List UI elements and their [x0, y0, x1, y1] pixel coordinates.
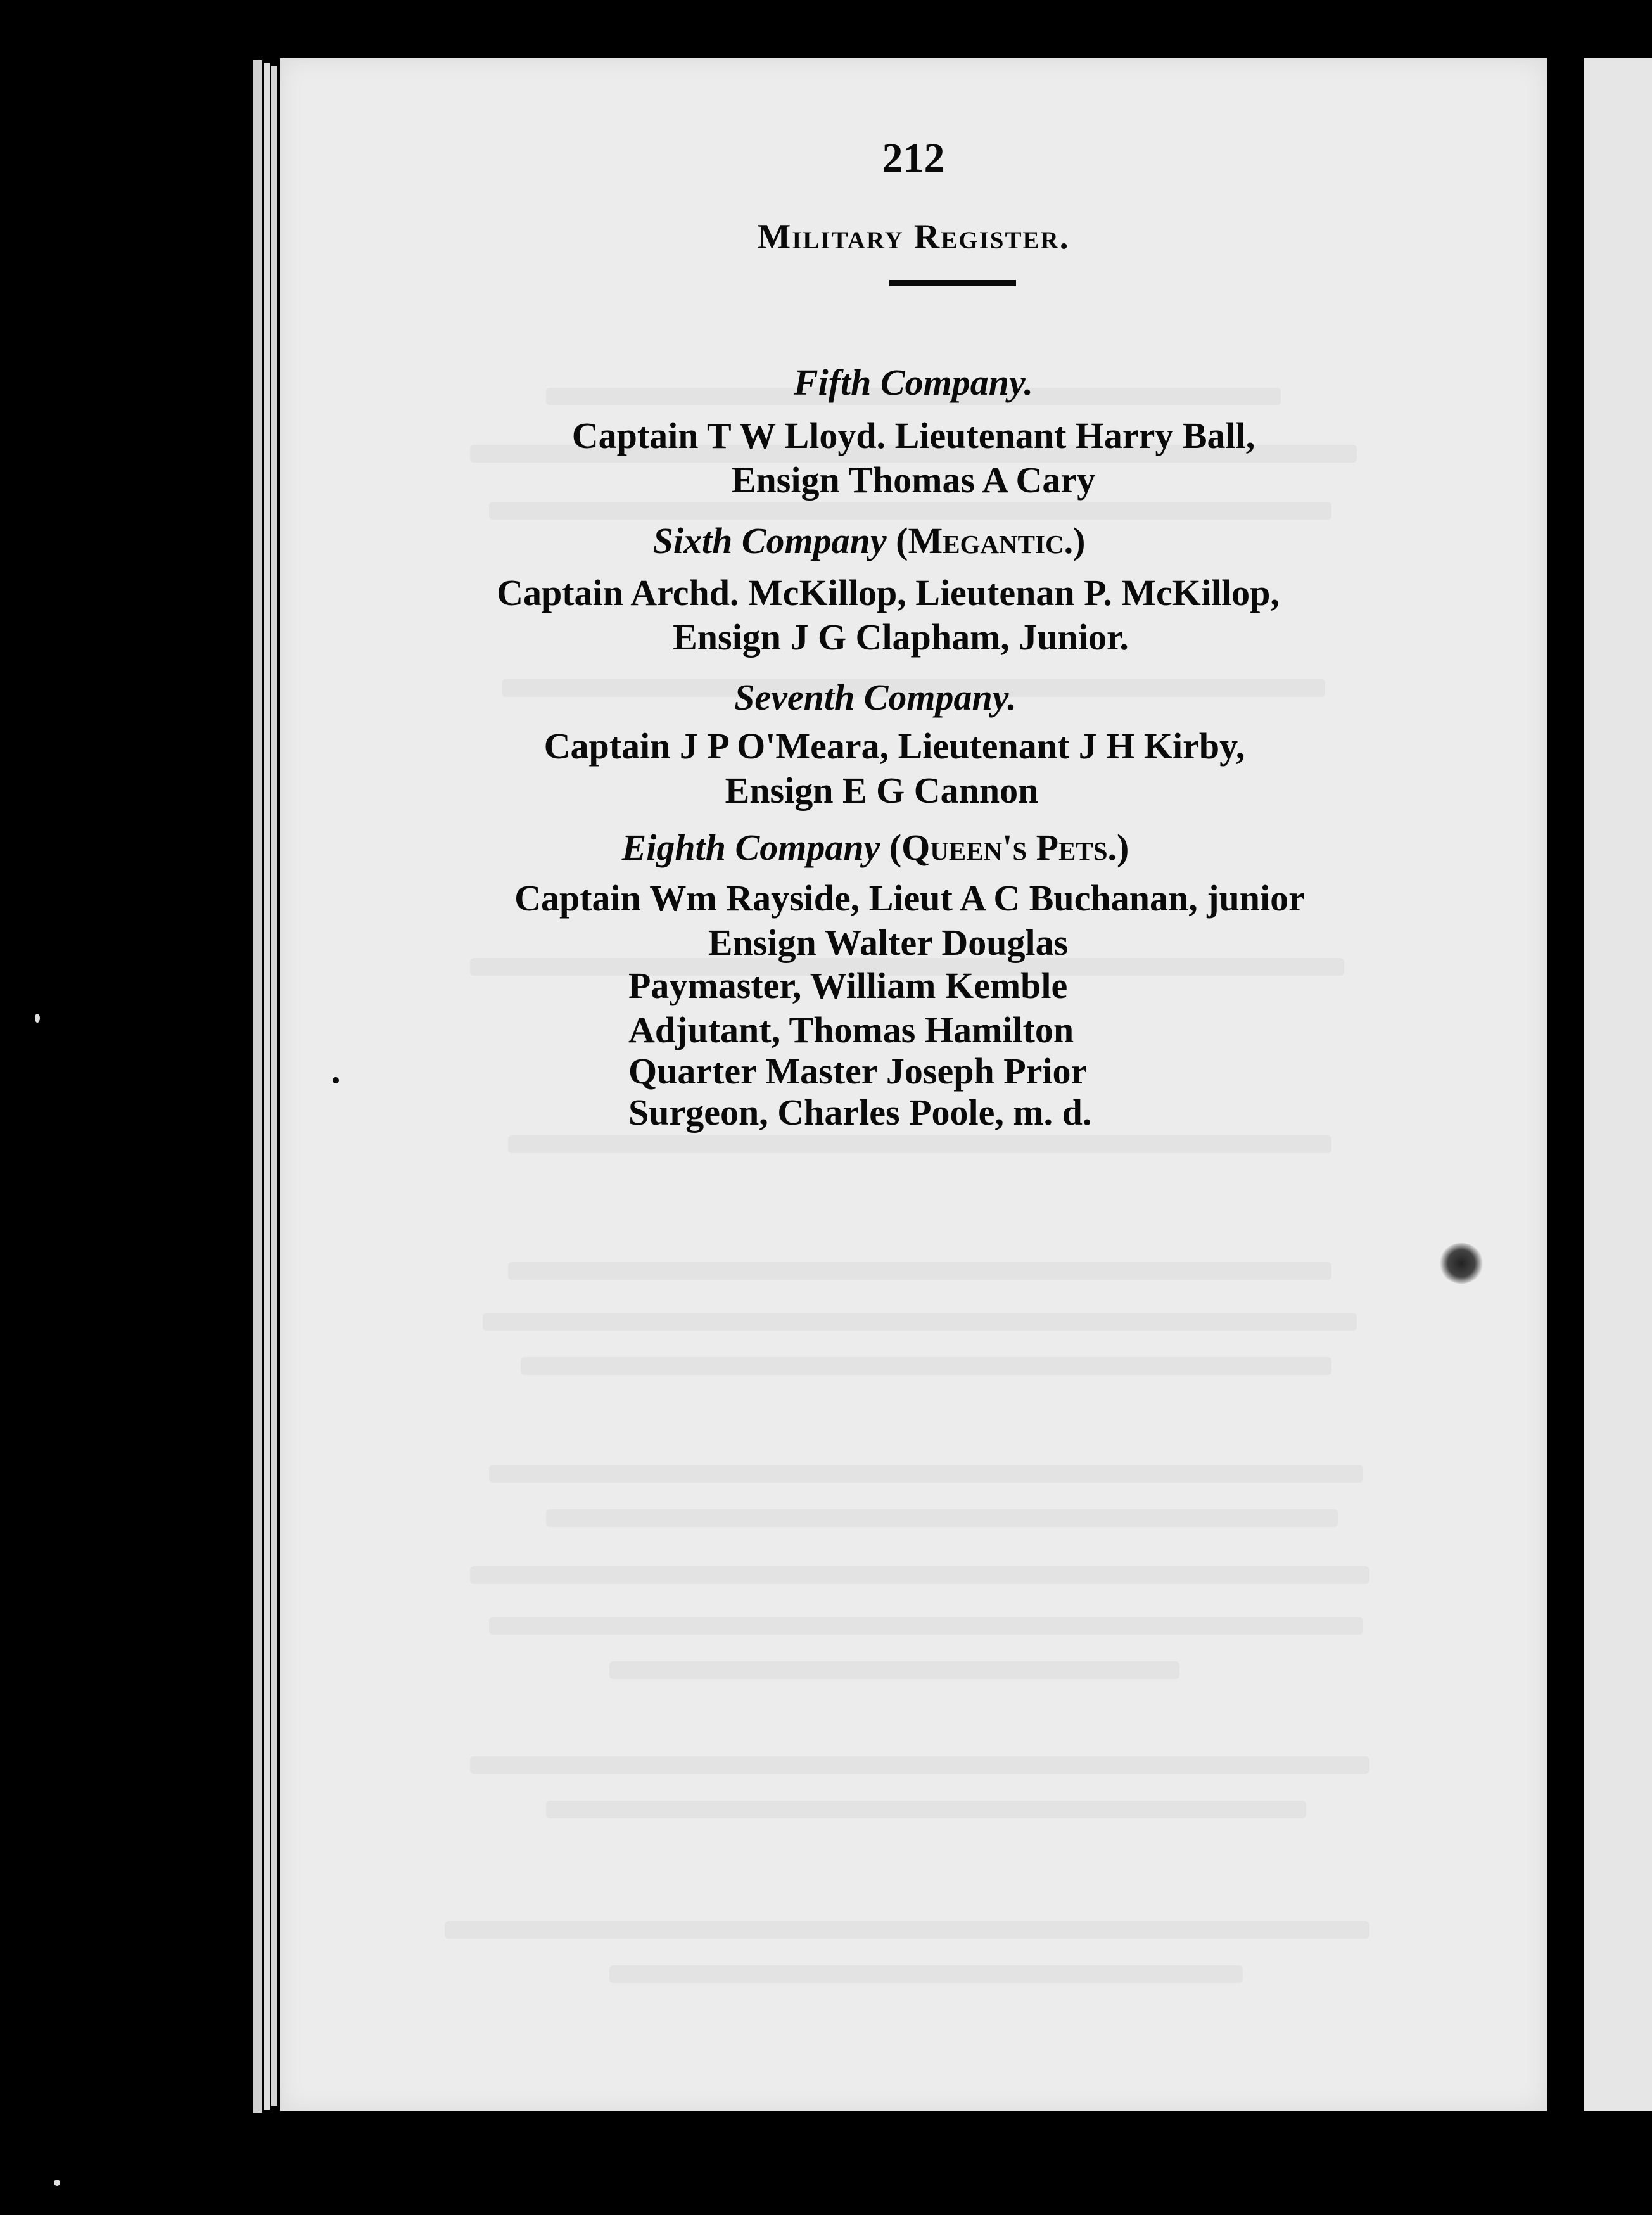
company-heading: [242, 826, 1509, 869]
speck: [333, 1077, 339, 1083]
staff-line: Adjutant, Thomas Hamilton: [628, 1009, 1074, 1050]
company-name: Eighth Company: [621, 827, 880, 868]
show-through: [489, 502, 1331, 520]
company-nickname: (Megantic.): [886, 520, 1086, 561]
page-edge: [264, 63, 270, 2110]
staff-line: Paymaster, William Kemble: [628, 965, 1068, 1006]
officer-line: Ensign J G Clapham, Junior.: [673, 616, 1129, 658]
show-through: [483, 1313, 1357, 1331]
speck: [35, 1014, 40, 1023]
company-nickname: (Queen's Pets.): [880, 827, 1129, 868]
show-through: [508, 1262, 1331, 1280]
show-through: [489, 1465, 1363, 1483]
officer-line: Ensign E G Cannon: [725, 770, 1039, 811]
speck: [54, 2180, 60, 2186]
show-through: [489, 1617, 1363, 1635]
page-edge: [271, 66, 277, 2106]
title-rule: [889, 280, 1016, 286]
facing-page-edge: [1584, 58, 1652, 2111]
company-name: Sixth Company: [652, 520, 887, 561]
show-through: [609, 1661, 1179, 1679]
show-through: [546, 1801, 1306, 1818]
show-through: [470, 1756, 1369, 1774]
officer-line: Captain Archd. McKillop, Lieutenan P. McKillop,: [497, 572, 1280, 613]
show-through: [521, 1357, 1331, 1375]
staff-line: Surgeon, Charles Poole, m. d.: [628, 1092, 1092, 1133]
show-through: [470, 1566, 1369, 1584]
officer-line: Captain J P O'Meara, Lieutenant J H Kirby,: [543, 725, 1245, 767]
officer-line: Captain T W Lloyd. Lieutenant Harry Ball,: [571, 415, 1255, 456]
ink-blot: [1439, 1243, 1484, 1284]
officer-line: Captain Wm Rayside, Lieut A C Buchanan, junior: [514, 878, 1305, 919]
book-page: [280, 58, 1547, 2111]
show-through: [609, 1965, 1243, 1983]
officer-line: Ensign Thomas A Cary: [731, 459, 1096, 501]
company-heading: Fifth Company.: [793, 362, 1034, 403]
show-through: [445, 1921, 1369, 1939]
page-edge: [253, 60, 262, 2113]
show-through: [546, 1509, 1338, 1527]
officer-line: Ensign Walter Douglas: [708, 922, 1069, 963]
company-heading: Seventh Company.: [734, 677, 1017, 718]
page-number: 212: [882, 135, 945, 181]
show-through: [508, 1135, 1331, 1153]
company-heading: [236, 520, 1503, 562]
page-title: Military Register.: [757, 217, 1070, 257]
staff-line: Quarter Master Joseph Prior: [628, 1050, 1088, 1092]
